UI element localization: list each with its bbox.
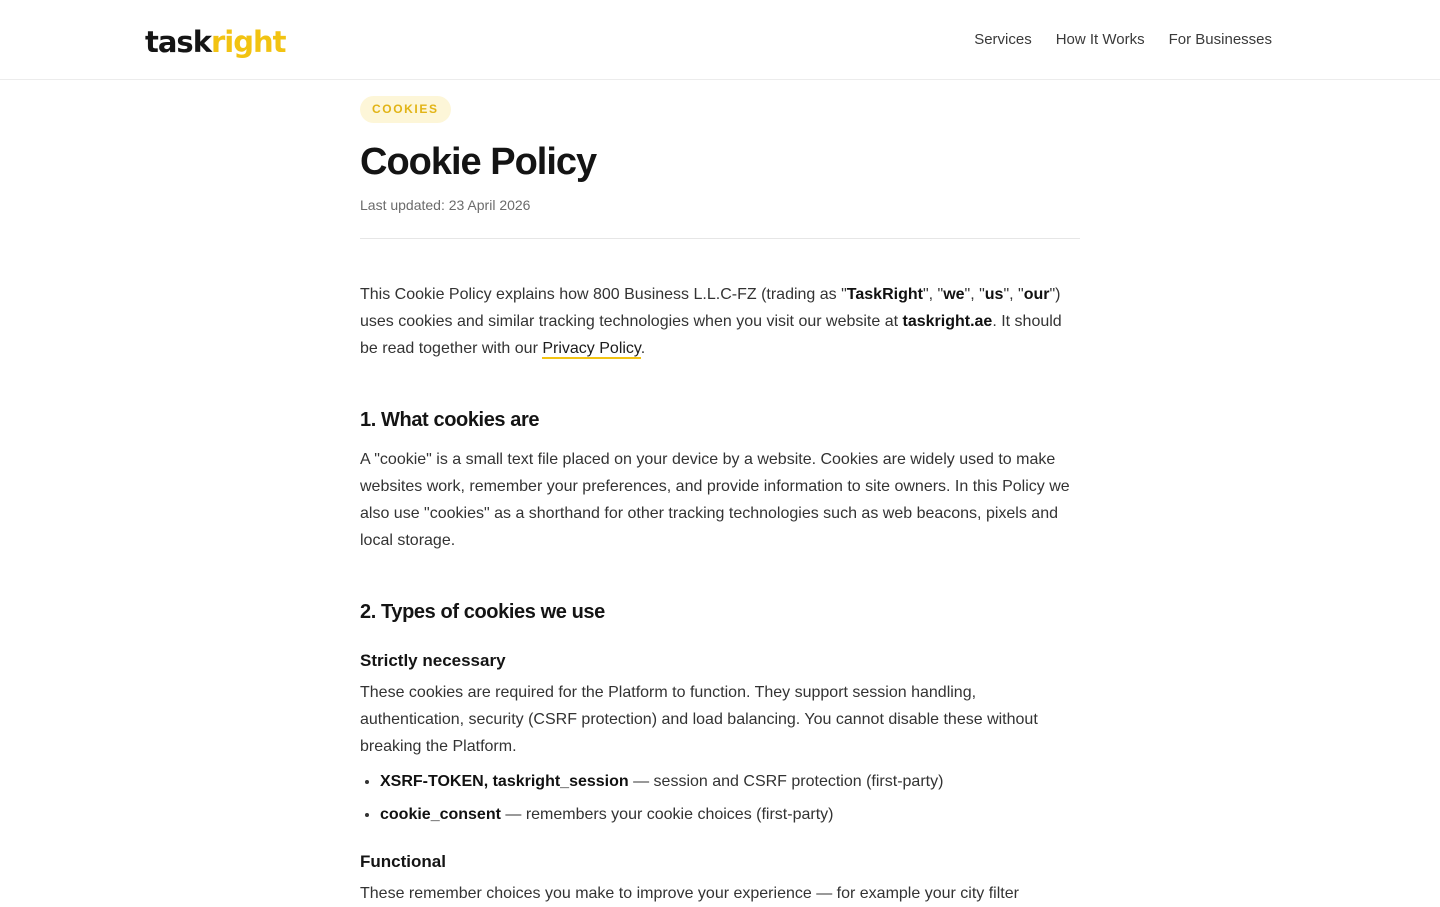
intro-text: . It should be read together with our (360, 313, 1062, 357)
intro-strong: TaskRight (846, 286, 923, 303)
cookie-name: XSRF-TOKEN, taskright_session (380, 773, 629, 790)
section-heading-types-of-cookies: 2. Types of cookies we use (360, 601, 605, 623)
list-item (380, 770, 1080, 794)
category-badge: COOKIES (360, 96, 451, 123)
main-nav (974, 28, 1272, 52)
page-title: Cookie Policy (360, 141, 597, 183)
cookie-list (360, 770, 1080, 827)
intro-text: ", " (1003, 286, 1024, 303)
subheading-functional: Functional (360, 852, 446, 871)
logo-text-right: right (210, 25, 286, 59)
intro-text: This Cookie Policy explains how 800 Business L.L.C-FZ (trading as " (360, 286, 847, 303)
intro-strong: us (984, 286, 1004, 303)
privacy-policy-link[interactable]: Privacy Policy (542, 340, 641, 357)
logo-text-task: task (145, 25, 211, 59)
cookie-name: cookie_consent (380, 806, 501, 823)
site-header (0, 0, 1440, 80)
intro-text: ") uses cookies and similar tracking technologies when you visit our website at (360, 286, 1061, 330)
nav-how-it-works[interactable]: How It Works (1055, 31, 1145, 48)
intro-strong: we (943, 286, 965, 303)
nav-for-businesses[interactable]: For Businesses (1168, 31, 1272, 48)
intro-paragraph (360, 281, 1080, 362)
intro-strong: taskright.ae (902, 313, 993, 330)
intro-strong: our (1023, 286, 1050, 303)
intro-text: . (640, 340, 646, 357)
cookie-description: — remembers your cookie choices (first-party) (500, 806, 834, 823)
cookie-description: — session and CSRF protection (first-party) (628, 773, 944, 790)
section-body: These remember choices you make to improve your experience — for example your city filter (360, 885, 1019, 902)
list-item (380, 803, 1080, 827)
section-body: A "cookie" is a small text file placed on your device by a website. Cookies are widely used to make websites work, remember your preferences, and provide information to site owners. In this Policy we also use "cookies" as a shorthand for other tracking technologies such as web beacons, pixels and local storage. (360, 451, 1070, 549)
nav-services[interactable]: Services (974, 31, 1032, 48)
subheading-strictly-necessary: Strictly necessary (360, 651, 506, 670)
section-heading-what-cookies-are: 1. What cookies are (360, 409, 540, 431)
policy-content (360, 80, 1080, 907)
divider (360, 238, 1080, 239)
taskright-logo[interactable] (145, 22, 286, 62)
intro-text: ", " (922, 286, 944, 303)
last-updated: Last updated: 23 April 2026 (360, 197, 531, 213)
section-body: These cookies are required for the Platform to function. They support session handling, authentication, security (CSRF protection) and load balancing. You cannot disable these without breaking the Platform. (360, 684, 1038, 755)
intro-text: ", " (964, 286, 985, 303)
